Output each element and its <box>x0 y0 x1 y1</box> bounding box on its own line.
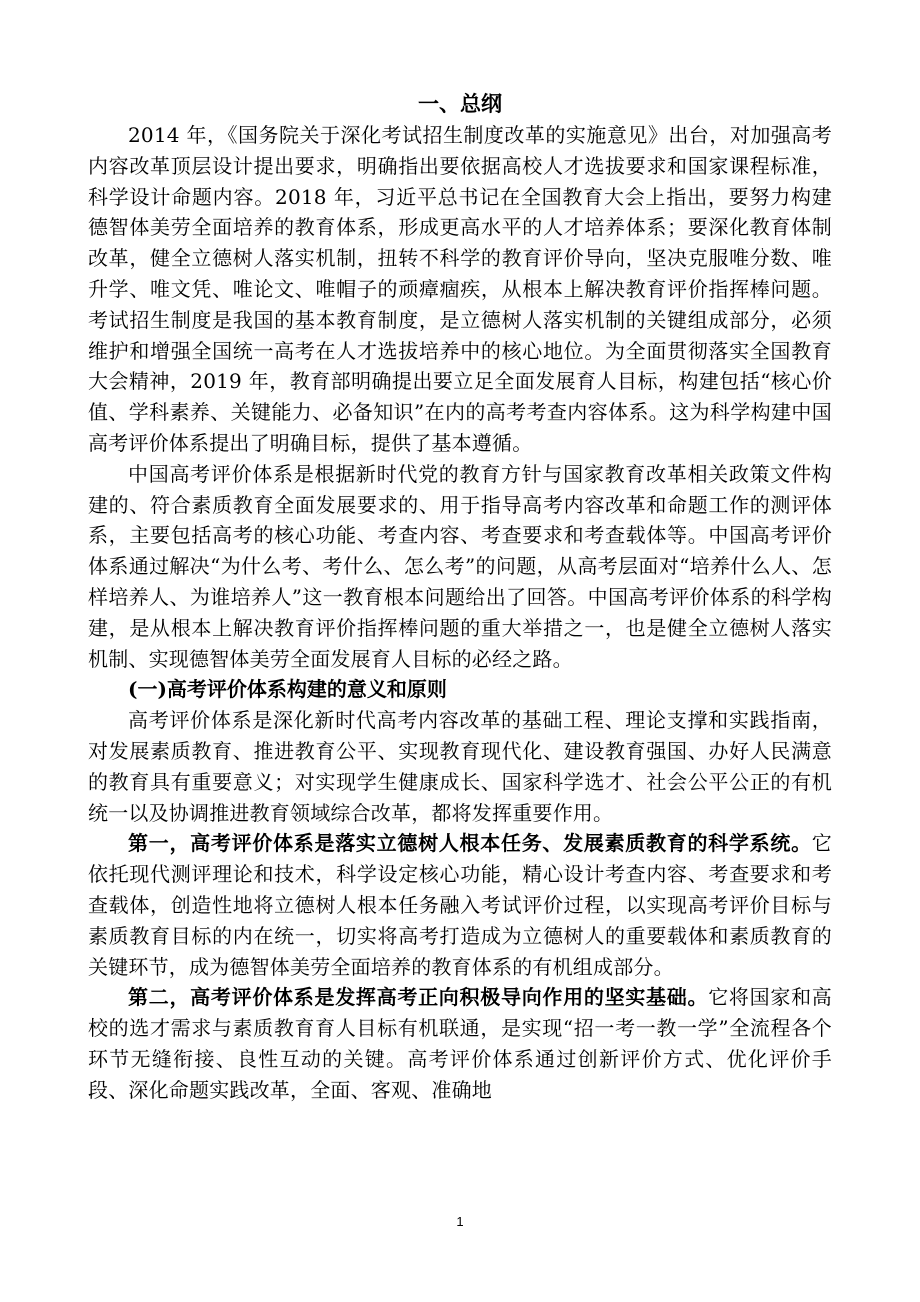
paragraph-5 <box>88 982 832 1105</box>
paragraph-4-body: 它依托现代测评理论和技术，科学设定核心功能，精心设计考查内容、考查要求和考查载体，创造性地将立德树人根本任务融入考试评价过程，以实现高考评价目标与素质教育目标的内在统一，切实将高考打造成为立德树人的重要载体和素质教育的关键环节，成为德智体美劳全面培养的教育体系的有机组成部分。 <box>88 831 832 979</box>
paragraph-5-body: 它将国家和高校的选才需求与素质教育育人目标有机联通，是实现“招一考一教一学”全流程各个环节无缝衔接、良性互动的关键。高考评价体系通过创新评价方式、优化评价手段、深化命题实践改革，全面、客观、准确地 <box>88 985 832 1102</box>
page-number: 1 <box>456 1214 464 1229</box>
section-title: 一、总纲 <box>418 91 502 116</box>
paragraph-5-lead: 第二，高考评价体系是发挥高考正向积极导向作用的坚实基础。 <box>128 985 709 1010</box>
paragraph-3: 高考评价体系是深化新时代高考内容改革的基础工程、理论支撑和实践指南，对发展素质教育、推进教育公平、实现教育现代化、建设教育强国、办好人民满意的教育具有重要意义；对实现学生健康成长、国家科学选才、社会公平公正的有机统一以及协调推进教育领域综合改革，都将发挥重要作用。 <box>88 708 832 825</box>
subheading-1: (一)高考评价体系构建的意义和原则 <box>128 677 447 702</box>
paragraph-1: 2014 年，《国务院关于深化考试招生制度改革的实施意见》出台，对加强高考内容改革顶层设计提出要求，明确指出要依据高校人才选拔要求和国家课程标准，科学设计命题内容。2018 年，习近平总书记在全国教育大会上指出，要努力构建德智体美劳全面培养的教育体系，形成更高水平的人才培养体系；要深化教育体制改革，健全立德树人落实机制，扭转不科学的教育评价导向，坚决克服唯分数、唯升学、唯文凭、唯论文、唯帽子的顽瘴痼疾，从根本上解决教育评价指挥棒问题。考试招生制度是我国的基本教育制度，是立德树人落实机制的关键组成部分，必须维护和增强全国统一高考在人才选拔培养中的核心地位。为全面贯彻落实全国教育大会精神，2019 年，教育部明确提出要立足全面发展育人目标，构建包括“核心价值、学科素养、关键能力、必备知识”在内的高考考查内容体系。这为科学构建中国高考评价体系提出了明确目标，提供了基本遵循。 <box>88 123 832 455</box>
document-body <box>88 88 832 1106</box>
paragraph-4 <box>88 828 832 982</box>
paragraph-2: 中国高考评价体系是根据新时代党的教育方针与国家教育改革相关政策文件构建的、符合素质教育全面发展要求的、用于指导高考内容改革和命题工作的测评体系，主要包括高考的核心功能、考查内容、考查要求和考查载体等。中国高考评价体系通过解决“为什么考、考什么、怎么考”的问题，从高考层面对“培养什么人、怎样培养人、为谁培养人”这一教育根本问题给出了回答。中国高考评价体系的科学构建，是从根本上解决教育评价指挥棒问题的重大举措之一，也是健全立德树人落实机制、实现德智体美劳全面发展育人目标的必经之路。 <box>88 461 832 671</box>
paragraph-4-lead: 第一，高考评价体系是落实立德树人根本任务、发展素质教育的科学系统。 <box>128 831 812 856</box>
